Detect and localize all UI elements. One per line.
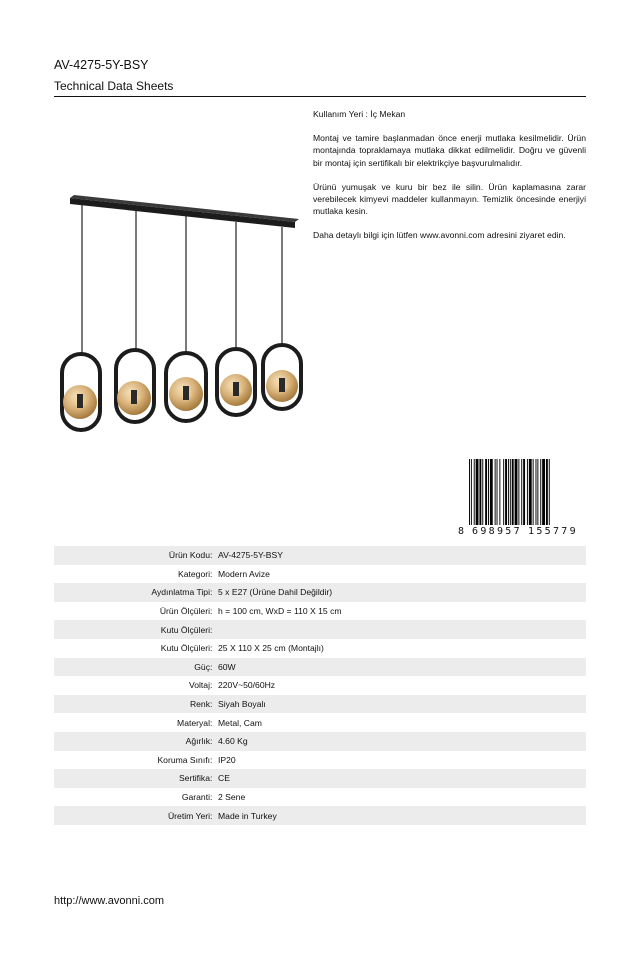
pendant-lamp-5 [263,345,301,409]
barcode-bar [529,459,532,525]
spec-separator: : [210,587,213,598]
spec-value: 4.60 Kg [218,736,248,747]
barcode-bar [549,459,550,525]
spec-separator: : [210,606,213,617]
description-block [313,108,586,254]
spec-label: Kutu Ölçüleri [160,643,210,654]
spec-row [54,676,586,695]
spec-separator: : [210,736,213,747]
spec-label: Aydınlatma Tipi [151,587,210,598]
barcode-bar [469,459,470,525]
spec-label: Kutu Ölçüleri [160,624,210,635]
spec-value: AV-4275-5Y-BSY [218,550,283,561]
barcode-bar [495,459,496,525]
spec-value: Metal, Cam [218,717,262,728]
info-paragraph: Daha detaylı bilgi için lütfen www.avonni.com adresini ziyaret edin. [313,230,566,241]
pendant-lamp-1 [62,354,100,430]
barcode-digits [458,525,586,539]
barcode-bar [474,459,475,525]
barcode-bar [503,459,504,525]
barcode-bar [536,459,537,525]
spec-row [54,565,586,584]
barcode [458,459,586,539]
spec-separator: : [210,717,213,728]
spec-label: Materyal [177,717,210,728]
spec-separator: : [210,661,213,672]
spec-row [54,769,586,788]
spec-value: Made in Turkey [218,810,277,821]
usage-location: Kullanım Yeri : İç Mekan [313,109,406,119]
spec-row [54,751,586,770]
spec-label: Renk [189,699,210,710]
barcode-bar [471,459,472,525]
spec-separator: : [210,792,213,803]
spec-separator: : [210,810,213,821]
spec-separator: : [210,699,213,710]
spec-value: 60W [218,661,236,672]
spec-row [54,602,586,621]
barcode-first-digit: 8 [458,526,465,537]
barcode-bar [497,459,498,525]
spec-label: Koruma Sınıfı [157,754,210,765]
ceiling-bar [70,198,295,228]
barcode-bar [510,459,511,525]
spec-value: 2 Sene [218,792,246,803]
barcode-bar [537,459,538,525]
spec-label: Kategori [177,568,210,579]
barcode-bar [523,459,525,525]
spec-value: 5 x E27 (Ürüne Dahil Değildir) [218,587,333,598]
spec-separator: : [210,643,213,654]
spec-separator: : [210,550,213,561]
spec-row [54,546,586,565]
spec-value: IP20 [218,754,236,765]
barcode-bar [546,459,548,525]
spec-separator: : [210,568,213,579]
barcode-bar [482,459,483,525]
safety-paragraph: Montaj ve tamire başlanmadan önce enerji mutlaka kesilmelidir. Ürün montajında topraklamaya mutlaka dikkat edilmelidir. Doğru ve güvenli bir montaj için sertifikalı bir elektrikçiye başvurulmalıdır. [313,133,586,168]
spec-row [54,639,586,658]
spec-label: Ağırlık [185,736,210,747]
spec-label: Sertifika [178,773,210,784]
barcode-bar [542,459,545,525]
spec-row [54,732,586,751]
spec-label: Ürün Ölçüleri [159,606,210,617]
barcode-bar [508,459,509,525]
spec-value: Modern Avize [218,568,270,579]
cleaning-paragraph: Ürünü yumuşak ve kuru bir bez ile silin. Ürün kaplamasına zarar verebilecek kimyevi maddeler kullanmayın. Temizlik öncesinde enerjiyi mutlaka kesin. [313,181,586,217]
product-image-chandelier [50,178,312,440]
spec-separator: : [210,773,213,784]
spec-label: Garanti [181,792,210,803]
spec-row [54,713,586,732]
spec-value: Siyah Boyalı [218,699,266,710]
barcode-bar [527,459,528,525]
spec-row [54,695,586,714]
spec-separator: : [210,754,213,765]
barcode-bar [521,459,522,525]
barcode-bar [512,459,514,525]
spec-value: CE [218,773,230,784]
spec-label: Ürün Kodu [168,550,210,561]
spec-table [54,546,586,825]
pendant-lamp-2 [116,350,154,422]
barcode-bar [540,459,541,525]
barcode-bars [469,459,584,525]
spec-value: 220V~50/60Hz [218,680,276,691]
spec-label: Güç [194,661,210,672]
pendant-lamp-3 [166,353,206,421]
spec-label: Üretim Yeri [167,810,210,821]
barcode-right-group: 155779 [528,526,578,537]
header-divider [54,96,586,97]
barcode-bar [515,459,518,525]
barcode-bar [485,459,487,525]
header-subtitle: Technical Data Sheets [54,79,174,93]
pendant-lamp-4 [217,349,255,415]
spec-value: 25 X 110 X 25 cm (Montajlı) [218,643,324,654]
barcode-bar [479,459,481,525]
spec-separator: : [210,624,213,635]
spec-row [54,658,586,677]
barcode-bar [533,459,534,525]
spec-row [54,583,586,602]
footer-url: http://www.avonni.com [54,895,165,907]
barcode-bar [505,459,507,525]
spec-row [54,788,586,807]
spec-value: h = 100 cm, WxD = 110 X 15 cm [218,606,342,617]
spec-row [54,620,586,639]
barcode-bar [490,459,493,525]
barcode-bar [488,459,489,525]
header-product-code: AV-4275-5Y-BSY [54,58,149,72]
spec-row [54,806,586,825]
barcode-bar [499,459,500,525]
barcode-bar [476,459,479,525]
barcode-bar [518,459,519,525]
spec-separator: : [210,680,213,691]
spec-label: Voltaj [188,680,210,691]
barcode-left-group: 698957 [472,526,522,537]
